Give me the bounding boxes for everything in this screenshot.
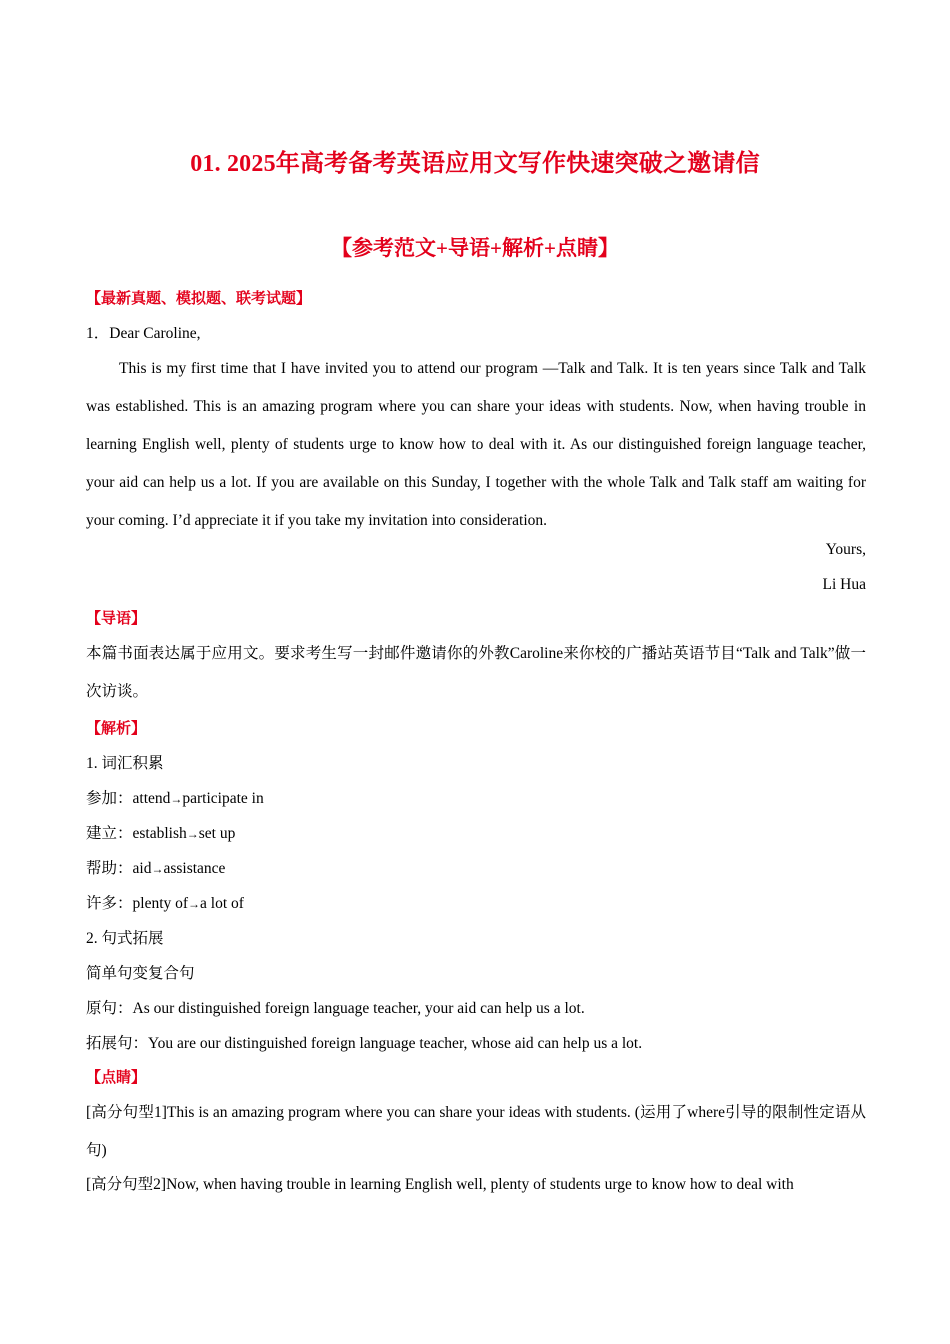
expanded-text: You are our distinguished foreign language teacher, whose aid can help us a lot. <box>148 1035 643 1052</box>
arrow-icon: → <box>151 862 164 876</box>
sentence-type: 简单句变复合句 <box>86 965 195 982</box>
vocab-item <box>86 788 866 810</box>
question-number: 1． <box>86 325 110 342</box>
vocab-cn: 帮助： <box>86 860 133 877</box>
original-label: 原句： <box>86 1000 133 1017</box>
vocab-from: establish <box>132 825 187 842</box>
document-body <box>86 289 866 1200</box>
vocab-to: assistance <box>163 860 226 877</box>
vocab-to: participate in <box>182 790 264 807</box>
highlight-item: [高分句型2]Now, when having trouble in learning English well, plenty of students urge to know how to deal with <box>86 1176 794 1193</box>
expanded-label: 拓展句： <box>86 1035 149 1052</box>
highlight-item: [高分句型1]This is an amazing program where you can share your ideas with students. (运用了where引导的限制性定语从句) <box>86 1104 866 1159</box>
letter-body-text: This is my first time that I have invited you to attend our program —Talk and Talk. It is ten years since Talk and Talk was established. This is an amazing program where you can share your ideas with students. Now, when having trouble in learning English well, plenty of students urge to know how to deal with it. As our distinguished foreign language teacher, your aid can help us a lot. If you are available on this Sunday, I together with the whole Talk and Talk staff am waiting for your coming. I’d appreciate it if you take my invitation into consideration. <box>86 360 866 529</box>
vocab-cn: 许多： <box>86 895 133 912</box>
original-sentence <box>86 998 866 1020</box>
analysis-label: 【解析】 <box>86 721 147 737</box>
document-subtitle: 【参考范文+导语+解析+点睛】 <box>331 236 619 260</box>
letter-greeting: Dear Caroline, <box>109 325 201 342</box>
letter-signature: Li Hua <box>822 576 866 593</box>
vocab-item <box>86 893 866 915</box>
highlights-label: 【点睛】 <box>86 1070 147 1086</box>
vocab-from: attend <box>132 790 171 807</box>
letter-closing: Yours, <box>825 541 866 558</box>
document-title: 01. 2025年高考备考英语应用文写作快速突破之邀请信 <box>190 151 760 177</box>
source-label: 【最新真题、模拟题、联考试题】 <box>86 291 312 307</box>
vocab-from: plenty of <box>132 895 189 912</box>
letter-body <box>86 350 866 540</box>
vocab-cn: 建立： <box>86 825 133 842</box>
arrow-icon: → <box>188 897 201 911</box>
letter-greeting-line <box>86 323 866 345</box>
original-text: As our distinguished foreign language teacher, your aid can help us a lot. <box>132 1000 585 1017</box>
vocab-to: a lot of <box>200 895 244 912</box>
guide-text: 本篇书面表达属于应用文。要求考生写一封邮件邀请你的外教Caroline来你校的广播站英语节目“Talk and Talk”做一次访谈。 <box>86 645 866 700</box>
vocab-item <box>86 858 866 880</box>
guide-label: 【导语】 <box>86 611 147 627</box>
expanded-sentence <box>86 1033 866 1055</box>
vocab-heading: 1. 词汇积累 <box>86 755 164 772</box>
sentence-heading: 2. 句式拓展 <box>86 930 164 947</box>
vocab-cn: 参加： <box>86 790 133 807</box>
arrow-icon: → <box>170 792 183 806</box>
vocab-to: set up <box>198 825 236 842</box>
arrow-icon: → <box>186 827 199 841</box>
vocab-item <box>86 823 866 845</box>
vocab-from: aid <box>132 860 152 877</box>
